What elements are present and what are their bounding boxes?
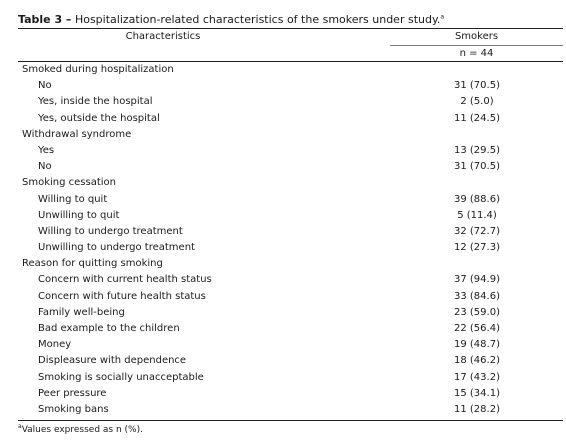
table-title-prefix: Table 3 – [18, 13, 72, 26]
header-divider [390, 45, 563, 46]
row-label: Concern with future health status [38, 290, 206, 302]
row-label: Willing to undergo treatment [38, 225, 183, 237]
table-header [18, 29, 563, 62]
table-row [18, 224, 563, 240]
row-value: 39 (88.6) [454, 193, 500, 205]
row-value: 31 (70.5) [454, 161, 500, 173]
row-value: 18 (46.2) [454, 355, 500, 367]
table-footnote [18, 425, 563, 435]
section-label: Smoking cessation [22, 177, 116, 189]
row-value: 37 (94.9) [454, 274, 500, 286]
row-label: Displeasure with dependence [38, 355, 187, 367]
row-label: No [38, 161, 52, 173]
section-row [18, 175, 563, 191]
row-label: No [38, 80, 52, 92]
row-value: 17 (43.2) [454, 371, 500, 383]
row-value: 5 (11.4) [457, 209, 497, 221]
row-value: 33 (84.6) [454, 290, 500, 302]
title-footnote-marker: a [440, 13, 445, 21]
row-label: Money [38, 339, 72, 351]
row-value: 22 (56.4) [454, 323, 500, 334]
table-row [18, 78, 563, 94]
row-value: 15 (34.1) [454, 387, 500, 399]
row-value: 13 (29.5) [454, 144, 500, 156]
section-row [18, 256, 563, 272]
row-value: 31 (70.5) [454, 80, 500, 92]
section-label: Withdrawal syndrome [22, 128, 132, 140]
table-row [18, 386, 563, 402]
sample-size-header: n = 44 [459, 48, 494, 59]
table-row [18, 370, 563, 386]
row-label: Unwilling to undergo treatment [38, 242, 195, 254]
table-row [18, 208, 563, 224]
row-label: Family well-being [38, 306, 125, 318]
table-row [18, 143, 563, 159]
table-row [18, 402, 563, 418]
row-value: 32 (72.7) [454, 225, 500, 237]
table-row [18, 305, 563, 321]
table-body [18, 62, 563, 418]
table-row [18, 272, 563, 288]
section-label: Smoked during hospitalization [22, 64, 174, 75]
footnote-marker: a [18, 423, 22, 431]
row-label: Willing to quit [38, 193, 108, 205]
row-value: 19 (48.7) [454, 339, 500, 351]
table-row [18, 111, 563, 127]
characteristics-header: Characteristics [125, 31, 201, 42]
table-row [18, 321, 563, 337]
row-label: Concern with current health status [38, 274, 212, 286]
row-label: Unwilling to quit [38, 209, 120, 221]
table-row [18, 353, 563, 369]
row-label: Smoking bans [38, 403, 109, 415]
row-label: Smoking is socially unacceptable [38, 371, 204, 383]
row-value: 23 (59.0) [454, 306, 500, 318]
section-row [18, 62, 563, 78]
section-label: Reason for quitting smoking [22, 258, 163, 270]
table-row [18, 289, 563, 305]
row-label: Bad example to the children [38, 323, 180, 334]
table-row [18, 337, 563, 353]
table-row [18, 192, 563, 208]
table-row [18, 159, 563, 175]
smokers-header: Smokers [454, 31, 499, 42]
footnote-text: Values expressed as n (%). [21, 425, 143, 436]
row-label: Peer pressure [38, 387, 107, 399]
section-row [18, 127, 563, 143]
table-document [18, 14, 563, 435]
row-value: 2 (5.0) [460, 96, 494, 108]
row-label: Yes [38, 144, 55, 156]
row-label: Yes, inside the hospital [38, 96, 153, 108]
row-value: 11 (24.5) [454, 112, 500, 124]
table-title [18, 14, 563, 29]
table-bottom-rule [18, 420, 563, 421]
row-value: 12 (27.3) [454, 242, 500, 254]
table-title-text: Hospitalization-related characteristics of the smokers under study. [74, 13, 441, 26]
row-value: 11 (28.2) [454, 403, 500, 415]
row-label: Yes, outside the hospital [38, 112, 160, 124]
table-row [18, 94, 563, 110]
table-row [18, 240, 563, 256]
